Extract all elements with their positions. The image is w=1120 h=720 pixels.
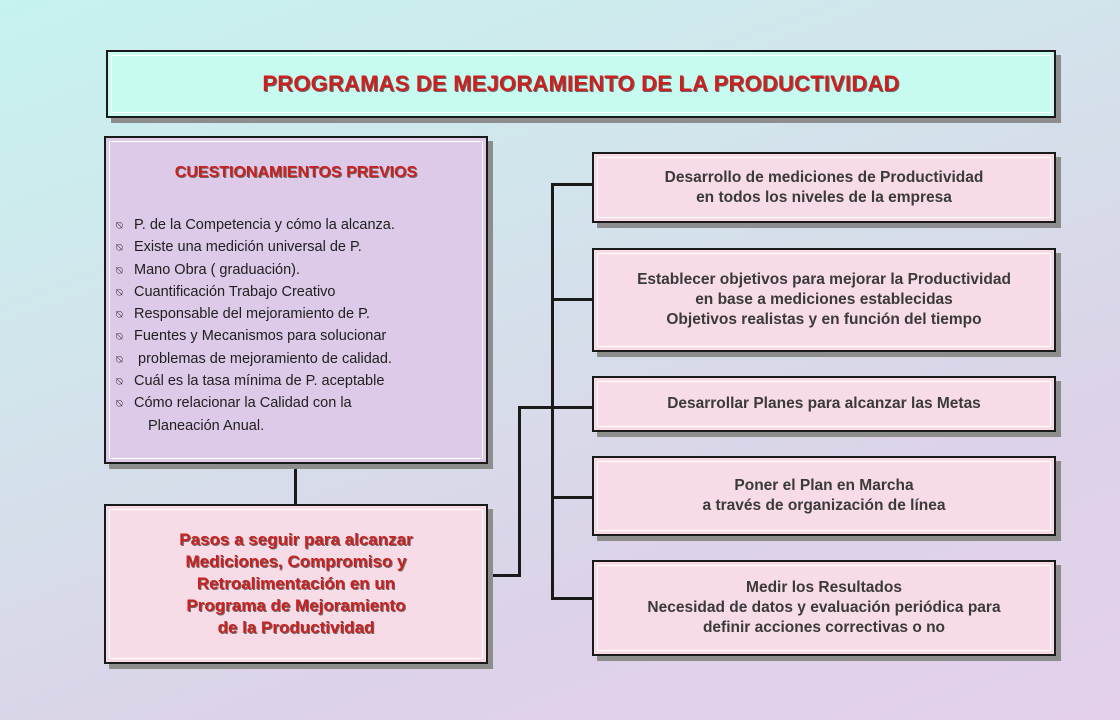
list-item: ⍉ Cuantificación Trabajo Creativo [116,281,395,303]
diamond-bullet-icon: ⍉ [116,331,123,344]
questions-heading: CUESTIONAMIENTOS PREVIOS [174,164,418,181]
title-box [106,50,1056,118]
list-item: ⍉ Existe una medición universal de P. [116,236,395,258]
list-item: ⍉ Cuál es la tasa mínima de P. aceptable [116,370,395,392]
page-title: PROGRAMAS DE MEJORAMIENTO DE LA PRODUCTIVIDAD [262,71,900,96]
connector-branch-4 [551,496,592,499]
list-item-continuation: Planeación Anual. [148,417,265,434]
step-box-4: Poner el Plan en Marcha a través de organización de línea [592,456,1056,536]
diamond-bullet-icon: ⍉ [116,242,123,255]
connector-branch-3 [551,406,592,409]
list-item: ⍉ problemas de mejoramiento de calidad. [116,348,395,370]
connector-trunk-to-bus [518,406,554,409]
diamond-bullet-icon: ⍉ [116,264,123,277]
diamond-bullet-icon: ⍉ [116,220,123,232]
diamond-bullet-icon: ⍉ [116,286,123,299]
questions-box [104,136,488,464]
connector-steps-out [488,574,520,577]
steps-title-box [104,504,488,664]
step-box-3: Desarrollar Planes para alcanzar las Metas [592,376,1056,432]
step-box-5: Medir los Resultados Necesidad de datos y evaluación periódica para definir acciones correctivas o no [592,560,1056,656]
step-box-1: Desarrollo de mediciones de Productividad en todos los niveles de la empresa [592,152,1056,223]
steps-title: Pasos a seguir para alcanzar Mediciones, Compromiso y Retroalimentación en un Programa de Mejoramiento de la Productividad [179,530,413,637]
diamond-bullet-icon: ⍉ [116,353,123,366]
connector-branch-2 [551,298,592,301]
list-item: ⍉ Cómo relacionar la Calidad con la [116,392,395,414]
list-item: ⍉ Mano Obra ( graduación). [116,259,395,281]
step-box-2: Establecer objetivos para mejorar la Productividad en base a mediciones establecidas Objetivos realistas y en función del tiempo [592,248,1056,352]
connector-branch-5 [551,597,592,600]
list-item: ⍉ Responsable del mejoramiento de P. [116,303,395,325]
questions-list [116,214,395,437]
connector-questions-to-steps [294,464,297,504]
connector-branch-1 [551,183,592,186]
diamond-bullet-icon: ⍉ [116,398,123,411]
connector-bus [551,183,554,599]
connector-trunk [518,406,521,577]
diamond-bullet-icon: ⍉ [116,309,123,322]
list-item: ⍉ Fuentes y Mecanismos para solucionar [116,325,395,347]
diamond-bullet-icon: ⍉ [116,376,123,389]
list-item: ⍉ P. de la Competencia y cómo la alcanza. [116,214,395,236]
